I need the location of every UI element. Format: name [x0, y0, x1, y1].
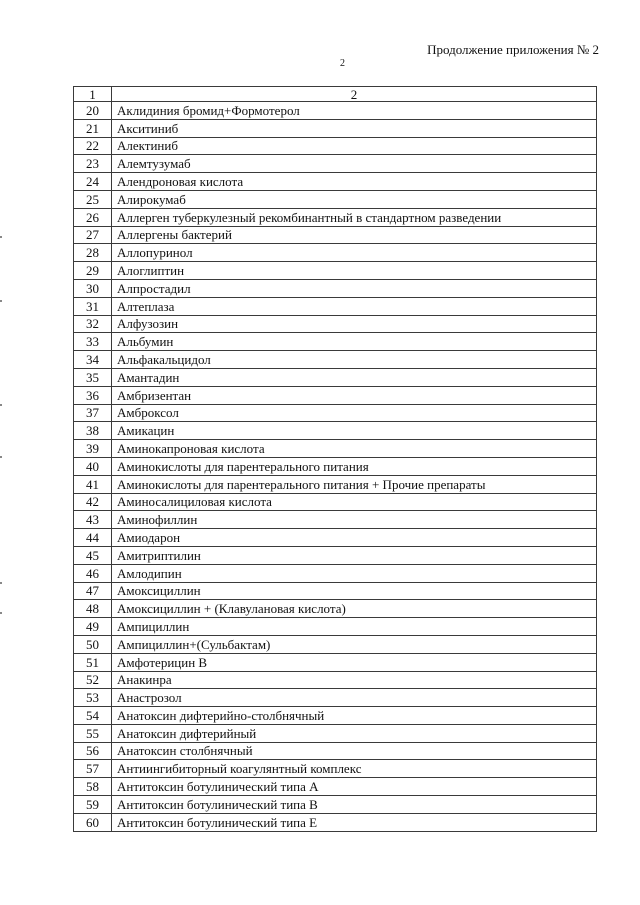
- drug-name-cell: Амлодипин: [112, 564, 597, 582]
- drug-list-table: [73, 86, 597, 832]
- row-number-cell: 22: [74, 137, 112, 155]
- table-row: [74, 279, 597, 297]
- row-number-cell: 44: [74, 529, 112, 547]
- row-number-cell: 57: [74, 760, 112, 778]
- row-number-cell: 56: [74, 742, 112, 760]
- table-row: [74, 707, 597, 725]
- drug-name-cell: Аклидиния бромид+Формотерол: [112, 102, 597, 120]
- row-number-cell: 45: [74, 546, 112, 564]
- row-number-cell: 36: [74, 386, 112, 404]
- drug-name-cell: Альбумин: [112, 333, 597, 351]
- table-row: [74, 119, 597, 137]
- row-number-cell: 39: [74, 440, 112, 458]
- drug-name-cell: Аминокислоты для парентерального питания + Прочие препараты: [112, 475, 597, 493]
- scan-margin-marks: [0, 0, 2, 905]
- row-number-cell: 43: [74, 511, 112, 529]
- drug-name-cell: Алпростадил: [112, 279, 597, 297]
- drug-name-cell: Антиингибиторный коагулянтный комплекс: [112, 760, 597, 778]
- table-row: [74, 315, 597, 333]
- drug-name-cell: Аминокапроновая кислота: [112, 440, 597, 458]
- drug-name-cell: Анатоксин дифтерийно-столбнячный: [112, 707, 597, 725]
- row-number-cell: 24: [74, 173, 112, 191]
- drug-name-cell: Амантадин: [112, 368, 597, 386]
- table-row: [74, 190, 597, 208]
- appendix-continuation-note: Продолжение приложения № 2: [427, 42, 599, 57]
- drug-name-cell: Амикацин: [112, 422, 597, 440]
- row-number-cell: 53: [74, 689, 112, 707]
- drug-name-cell: Алирокумаб: [112, 190, 597, 208]
- table-row: [74, 208, 597, 226]
- table-row: [74, 600, 597, 618]
- drug-name-cell: Анатоксин дифтерийный: [112, 724, 597, 742]
- row-number-cell: 40: [74, 457, 112, 475]
- table-row: [74, 653, 597, 671]
- row-number-cell: 37: [74, 404, 112, 422]
- table-row: [74, 635, 597, 653]
- table-row: [74, 796, 597, 814]
- table-row: [74, 546, 597, 564]
- table-row: [74, 493, 597, 511]
- row-number-cell: 32: [74, 315, 112, 333]
- table-header-row: [74, 87, 597, 102]
- table-row: [74, 333, 597, 351]
- drug-name-cell: Амброксол: [112, 404, 597, 422]
- drug-name-cell: Антитоксин ботулинический типа В: [112, 796, 597, 814]
- drug-name-cell: Аллопуринол: [112, 244, 597, 262]
- row-number-cell: 23: [74, 155, 112, 173]
- row-number-cell: 30: [74, 279, 112, 297]
- drug-name-cell: Алтеплаза: [112, 297, 597, 315]
- row-number-cell: 34: [74, 351, 112, 369]
- drug-name-cell: Анакинра: [112, 671, 597, 689]
- drug-name-cell: Алендроновая кислота: [112, 173, 597, 191]
- table-row: [74, 137, 597, 155]
- table-row: [74, 813, 597, 831]
- drug-name-cell: Аминосалициловая кислота: [112, 493, 597, 511]
- table-row: [74, 689, 597, 707]
- drug-name-cell: Амитриптилин: [112, 546, 597, 564]
- drug-name-cell: Аллергены бактерий: [112, 226, 597, 244]
- row-number-cell: 35: [74, 368, 112, 386]
- table-row: [74, 671, 597, 689]
- column-header-name: 2: [112, 87, 597, 102]
- row-number-cell: 41: [74, 475, 112, 493]
- row-number-cell: 20: [74, 102, 112, 120]
- table-row: [74, 724, 597, 742]
- row-number-cell: 58: [74, 778, 112, 796]
- row-number-cell: 33: [74, 333, 112, 351]
- row-number-cell: 31: [74, 297, 112, 315]
- row-number-cell: 27: [74, 226, 112, 244]
- drug-name-cell: Амбризентан: [112, 386, 597, 404]
- row-number-cell: 21: [74, 119, 112, 137]
- table-row: [74, 226, 597, 244]
- table-row: [74, 742, 597, 760]
- row-number-cell: 46: [74, 564, 112, 582]
- drug-name-cell: Алоглиптин: [112, 262, 597, 280]
- drug-name-cell: Амоксициллин: [112, 582, 597, 600]
- row-number-cell: 60: [74, 813, 112, 831]
- drug-name-cell: Акситиниб: [112, 119, 597, 137]
- drug-name-cell: Амоксициллин + (Клавулановая кислота): [112, 600, 597, 618]
- row-number-cell: 25: [74, 190, 112, 208]
- drug-name-cell: Амфотерицин B: [112, 653, 597, 671]
- drug-name-cell: Алфузозин: [112, 315, 597, 333]
- row-number-cell: 26: [74, 208, 112, 226]
- row-number-cell: 38: [74, 422, 112, 440]
- page-number: 2: [340, 58, 345, 69]
- table-row: [74, 351, 597, 369]
- row-number-cell: 51: [74, 653, 112, 671]
- row-number-cell: 54: [74, 707, 112, 725]
- table-row: [74, 760, 597, 778]
- table-row: [74, 529, 597, 547]
- drug-name-cell: Алемтузумаб: [112, 155, 597, 173]
- table-row: [74, 618, 597, 636]
- table-row: [74, 368, 597, 386]
- row-number-cell: 55: [74, 724, 112, 742]
- row-number-cell: 48: [74, 600, 112, 618]
- drug-name-cell: Антитоксин ботулинический типа А: [112, 778, 597, 796]
- drug-name-cell: Анатоксин столбнячный: [112, 742, 597, 760]
- table-row: [74, 244, 597, 262]
- row-number-cell: 50: [74, 635, 112, 653]
- table-row: [74, 475, 597, 493]
- row-number-cell: 47: [74, 582, 112, 600]
- drug-name-cell: Алектиниб: [112, 137, 597, 155]
- table-row: [74, 297, 597, 315]
- table-row: [74, 440, 597, 458]
- drug-name-cell: Аллерген туберкулезный рекомбинантный в стандартном разведении: [112, 208, 597, 226]
- row-number-cell: 59: [74, 796, 112, 814]
- row-number-cell: 49: [74, 618, 112, 636]
- drug-name-cell: Аминофиллин: [112, 511, 597, 529]
- row-number-cell: 52: [74, 671, 112, 689]
- table-row: [74, 155, 597, 173]
- column-header-number: 1: [74, 87, 112, 102]
- drug-list-body: [74, 87, 597, 832]
- table-row: [74, 778, 597, 796]
- drug-name-cell: Анастрозол: [112, 689, 597, 707]
- table-row: [74, 511, 597, 529]
- row-number-cell: 28: [74, 244, 112, 262]
- table-row: [74, 404, 597, 422]
- table-row: [74, 422, 597, 440]
- drug-name-cell: Альфакальцидол: [112, 351, 597, 369]
- drug-name-cell: Ампициллин+(Сульбактам): [112, 635, 597, 653]
- table-row: [74, 102, 597, 120]
- drug-name-cell: Аминокислоты для парентерального питания: [112, 457, 597, 475]
- table-row: [74, 173, 597, 191]
- table-row: [74, 457, 597, 475]
- table-row: [74, 564, 597, 582]
- drug-name-cell: Ампициллин: [112, 618, 597, 636]
- row-number-cell: 29: [74, 262, 112, 280]
- drug-name-cell: Амиодарон: [112, 529, 597, 547]
- table-row: [74, 262, 597, 280]
- table-row: [74, 386, 597, 404]
- row-number-cell: 42: [74, 493, 112, 511]
- table-row: [74, 582, 597, 600]
- drug-name-cell: Антитоксин ботулинический типа Е: [112, 813, 597, 831]
